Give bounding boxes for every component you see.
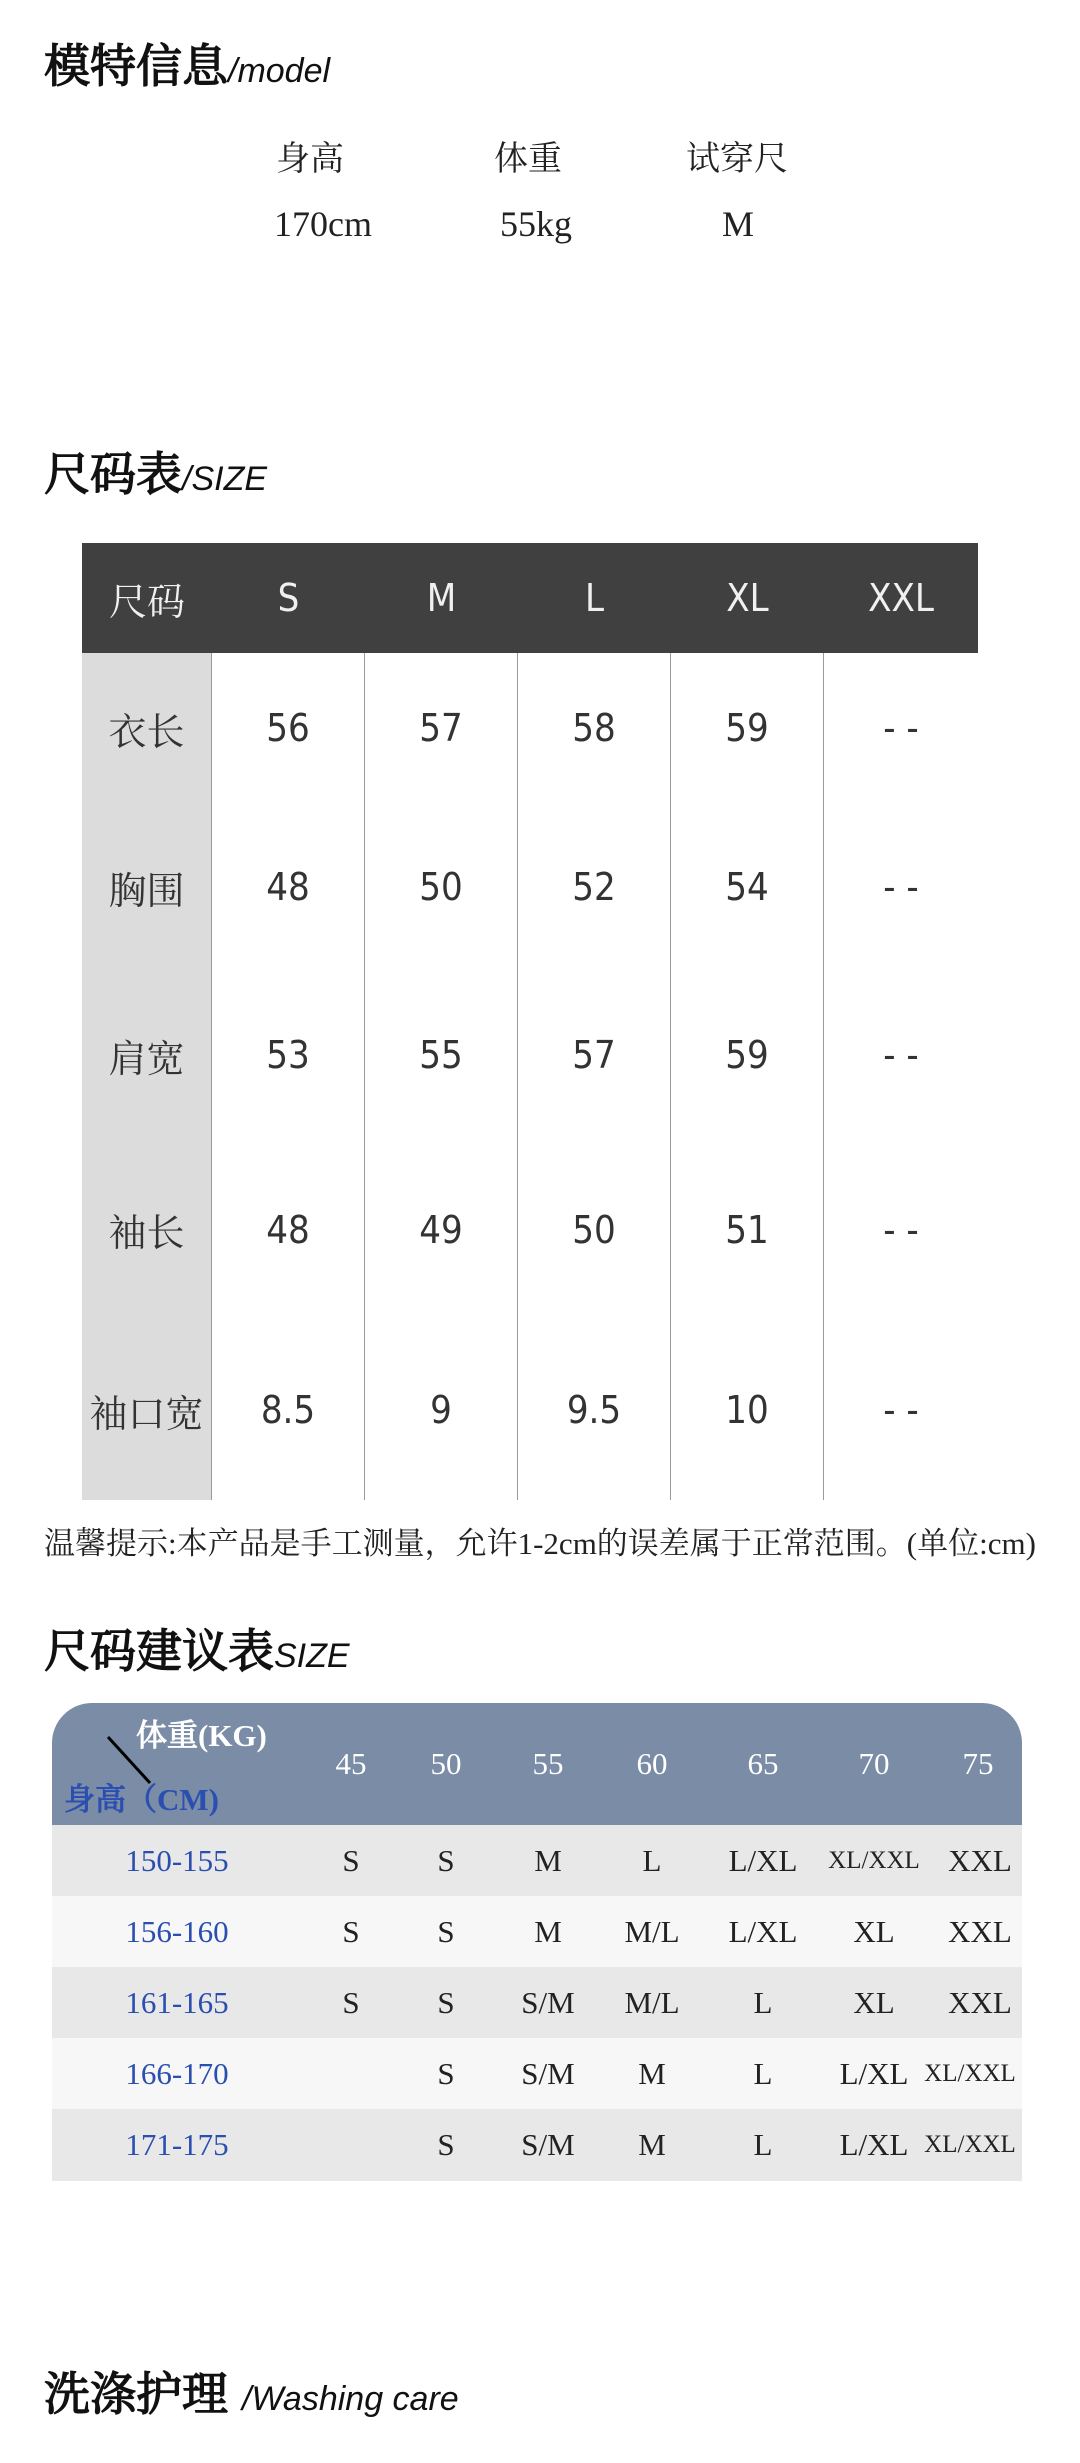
size-note: 温馨提示:本产品是手工测量，允许1-2cm的误差属于正常范围。(单位:cm) [44, 1526, 1036, 1561]
advice-row [52, 2038, 1022, 2109]
advice-height: 166-170 [125, 2055, 229, 2091]
size-cell: - - [824, 1139, 978, 1320]
advice-height: 161-165 [125, 1984, 229, 2020]
advice-cell: XL/XXL [924, 2059, 1016, 2087]
size-cell: 10 [671, 1320, 824, 1500]
advice-cell: S [342, 1984, 360, 2020]
advice-cell: M/L [624, 1984, 680, 2020]
size-header-m: M [365, 543, 518, 653]
size-title-zh: 尺码表 [44, 447, 182, 501]
size-cell: 59 [671, 971, 824, 1139]
advice-cell: XL [853, 1913, 895, 1949]
washing-title-zh: 洗涤护理 [44, 2367, 228, 2421]
size-row-length [82, 653, 978, 805]
size-cell: 8.5 [212, 1320, 365, 1500]
size-cell: 9.5 [518, 1320, 671, 1500]
size-cell: 56 [212, 653, 365, 803]
size-cell: - - [824, 803, 978, 971]
size-section-title [44, 438, 267, 504]
advice-cell: M [638, 2127, 666, 2162]
model-title-zh: 模特信息 [44, 39, 228, 93]
size-cell: 57 [518, 971, 671, 1139]
advice-cell: M [638, 2055, 666, 2091]
size-header-label: 尺码 [82, 543, 212, 653]
advice-cell: S/M [521, 1984, 575, 2020]
washing-title-en: /Washing care [242, 2380, 459, 2418]
advice-cell: XXL [948, 1842, 1012, 1878]
size-cell: 52 [518, 803, 671, 971]
weight-header: 60 [636, 1746, 668, 1781]
size-cell: 50 [518, 1139, 671, 1320]
advice-section-title [44, 1615, 350, 1681]
size-cell: 49 [365, 1139, 518, 1320]
size-cell: - - [824, 1320, 978, 1500]
size-row-label: 衣长 [82, 653, 212, 803]
advice-cell [314, 2038, 388, 2109]
advice-height: 171-175 [125, 2127, 229, 2162]
advice-height: 150-155 [125, 1842, 229, 1878]
size-table [82, 543, 978, 1500]
advice-cell: S [437, 1913, 455, 1949]
advice-cell: XXL [948, 1913, 1012, 1949]
size-row-label: 袖口宽 [82, 1320, 212, 1500]
advice-title-en: SIZE [274, 1637, 350, 1675]
size-row-label: 袖长 [82, 1139, 212, 1320]
size-cell: 48 [212, 803, 365, 971]
advice-cell: XL [853, 1984, 895, 2020]
advice-cell: S [342, 1842, 360, 1878]
advice-row [52, 2109, 1022, 2181]
size-title-en: /SIZE [182, 460, 268, 498]
size-table-header [82, 543, 978, 653]
size-cell: 48 [212, 1139, 365, 1320]
advice-cell: S/M [521, 2055, 575, 2091]
size-cell: 51 [671, 1139, 824, 1320]
advice-cell: L/XL [728, 1842, 798, 1878]
advice-cell: S [437, 2127, 455, 2162]
advice-row [52, 1825, 1022, 1896]
advice-cell: S [437, 1842, 455, 1878]
weight-header: 75 [962, 1746, 994, 1781]
size-header-xl: XL [671, 543, 824, 653]
size-cell: - - [824, 971, 978, 1139]
model-header-weight: 体重 [494, 139, 562, 179]
size-header-l: L [518, 543, 671, 653]
size-row-shoulder [82, 971, 978, 1141]
advice-row [52, 1896, 1022, 1967]
weight-header: 50 [430, 1746, 462, 1781]
size-cell: 50 [365, 803, 518, 971]
size-cell: - - [824, 653, 978, 803]
size-cell: 54 [671, 803, 824, 971]
advice-title-zh: 尺码建议表 [44, 1624, 274, 1678]
weight-header: 65 [747, 1746, 779, 1781]
advice-header [52, 1703, 1022, 1825]
size-cell: 58 [518, 653, 671, 803]
advice-cell: XXL [948, 1984, 1012, 2020]
weight-header: 55 [532, 1746, 564, 1781]
model-title-en: /model [228, 52, 331, 90]
advice-cell: M [534, 1913, 562, 1949]
size-cell: 53 [212, 971, 365, 1139]
washing-section-title [44, 2358, 459, 2424]
size-cell: 55 [365, 971, 518, 1139]
weight-header: 45 [335, 1746, 367, 1781]
model-section-title [44, 30, 330, 96]
size-header-s: S [212, 543, 365, 653]
corner-height-label: 身高（CM) [64, 1781, 219, 1817]
size-header-xxl: XXL [824, 543, 978, 653]
size-cell: 59 [671, 653, 824, 803]
advice-cell: L [753, 2055, 773, 2091]
size-cell: 57 [365, 653, 518, 803]
advice-cell: L/XL [839, 2055, 909, 2091]
advice-cell: S [437, 1984, 455, 2020]
model-value-height: 170cm [274, 204, 372, 244]
size-row-chest [82, 803, 978, 973]
size-row-cuff [82, 1320, 978, 1500]
advice-cell: S [437, 2055, 455, 2091]
size-row-sleeve [82, 1139, 978, 1322]
advice-row [52, 1967, 1022, 2038]
advice-cell [314, 2109, 388, 2181]
size-row-label: 肩宽 [82, 971, 212, 1139]
model-info-grid [0, 125, 1080, 265]
size-cell: 9 [365, 1320, 518, 1500]
advice-cell: S [342, 1913, 360, 1949]
advice-cell: XL/XXL [828, 1846, 920, 1874]
advice-cell: M/L [624, 1913, 680, 1949]
size-advice-table [52, 1703, 1022, 2193]
advice-cell: L/XL [839, 2127, 909, 2162]
model-header-size: 试穿尺 [686, 139, 788, 179]
size-row-label: 胸围 [82, 803, 212, 971]
model-value-weight: 55kg [500, 204, 572, 244]
model-value-size: M [722, 204, 755, 244]
advice-cell: M [534, 1842, 562, 1878]
advice-cell: S/M [521, 2127, 575, 2162]
weight-header: 70 [858, 1746, 890, 1781]
model-header-height: 身高 [276, 139, 344, 179]
advice-height: 156-160 [125, 1913, 229, 1949]
corner-weight-label: 体重(KG) [136, 1717, 267, 1753]
advice-cell: L [753, 2127, 773, 2162]
advice-cell: L [642, 1842, 662, 1878]
advice-cell: XL/XXL [924, 2131, 1016, 2158]
advice-cell: L/XL [728, 1913, 798, 1949]
advice-cell: L [753, 1984, 773, 2020]
